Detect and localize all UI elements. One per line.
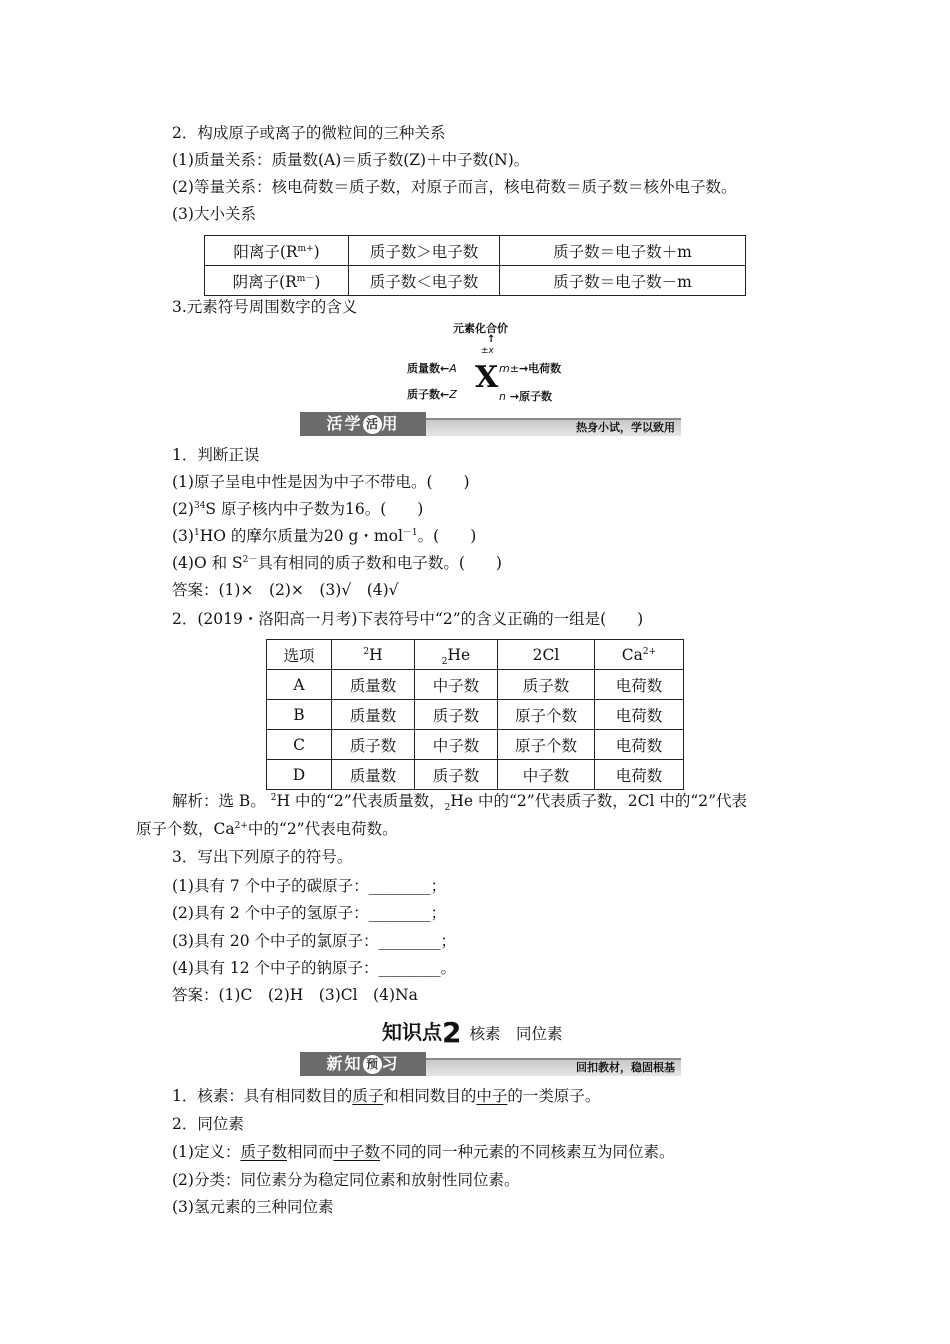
table-header: $^2$H: [332, 640, 415, 670]
q3-item-1: (1)具有 7 个中子的碳原子：________；: [172, 877, 447, 895]
table-header: 2Cl: [498, 640, 595, 670]
table-row: [205, 266, 746, 296]
up-arrow-icon: ↑: [487, 334, 496, 345]
kp-number: 2: [442, 1016, 462, 1049]
valence-label: 元素化合价: [453, 322, 508, 335]
proton-number-row: 质子数←Z: [407, 388, 457, 401]
table-cell: 质量数: [332, 760, 415, 790]
table-row: [267, 730, 684, 760]
q1-answer: 答案：(1)× (2)× (3)√ (4)√: [172, 581, 399, 599]
isotope-title: 2．同位素: [172, 1115, 244, 1133]
kp-label: 知识点: [382, 1020, 442, 1044]
table-cell: B: [267, 700, 332, 730]
table-cell: 电荷数: [595, 760, 684, 790]
table-cell: 质子数: [415, 700, 498, 730]
table-cell: 阴离子$(R^{m-})$: [205, 266, 349, 296]
table-cell: 电荷数: [595, 730, 684, 760]
table-cell: D: [267, 760, 332, 790]
table-cell: C: [267, 730, 332, 760]
q1-item-1: (1)原子呈电中性是因为中子不带电。( ): [172, 473, 470, 491]
q1-item-4: (4)O 和 $S^{2-}$具有相同的质子数和电子数。( ): [172, 554, 502, 572]
q1-item-2: $(2)^{34}S$ 原子核内中子数为16。( ): [172, 500, 424, 518]
q1-title: 1．判断正误: [172, 446, 260, 464]
left-arrow-icon: ←: [440, 362, 450, 375]
element-symbol: X: [475, 360, 499, 395]
table-row: [267, 670, 684, 700]
banner-tag: 热身小试，学以致用: [576, 421, 675, 434]
table-cell: 原子个数: [498, 730, 595, 760]
q3-item-2: (2)具有 2 个中子的氢原子：________；: [172, 904, 447, 922]
element-symbol-diagram: [405, 318, 585, 410]
table-cell: 电荷数: [595, 700, 684, 730]
mass-number-row: 质量数←A: [407, 362, 457, 375]
table-cell: 质量数: [332, 670, 415, 700]
knowledge-point-heading: [382, 1016, 563, 1049]
section-title-symbols: 3.元素符号周围数字的含义: [172, 298, 358, 316]
banner-bar: [426, 418, 681, 436]
q3-item-3: (3)具有 20 个中子的氯原子：________；: [172, 932, 457, 950]
table-row: [267, 760, 684, 790]
q1-item-3: $(3)^1HO$ 的摩尔质量为20 g・mol$^{-1}$。( ): [172, 527, 477, 545]
nuclide-definition: 1．核素：具有相同数目的质子和相同数目的中子的一类原子。: [172, 1087, 601, 1105]
valence-symbol: ±x: [481, 346, 494, 356]
right-arrow-icon: →: [505, 390, 520, 403]
banner-title: 活学 活 用: [300, 412, 426, 436]
q3-title: 3．写出下列原子的符号。: [172, 848, 353, 866]
banner-tag: 回扣教材，稳固根基: [576, 1061, 675, 1074]
table-cell: 质子数＝电子数＋m: [500, 236, 746, 266]
table-cell: 质子数: [332, 730, 415, 760]
hydrogen-isotopes-title: (3)氢元素的三种同位素: [172, 1198, 334, 1216]
table-header-row: [267, 640, 684, 670]
q3-item-4: (4)具有 12 个中子的钠原子：________。: [172, 959, 457, 977]
table-cell: 原子个数: [498, 700, 595, 730]
table-cell: 质量数: [332, 700, 415, 730]
q3-answer: 答案：(1)C (2)H (3)Cl (4)Na: [172, 986, 418, 1004]
table-header: $_2$He: [415, 640, 498, 670]
preview-banner: [300, 1052, 681, 1076]
table-cell: 质子数＜电子数: [349, 266, 500, 296]
table-cell: 中子数: [415, 670, 498, 700]
ion-relation-table: [204, 235, 746, 296]
table-cell: 电荷数: [595, 670, 684, 700]
table-cell: 阳离子$(R^{m+})$: [205, 236, 349, 266]
symbol-meaning-table: [266, 639, 684, 790]
isotope-classification: (2)分类：同位素分为稳定同位素和放射性同位素。: [172, 1171, 520, 1189]
table-cell: 质子数: [415, 760, 498, 790]
q2-analysis-line-1: 解析：选 B。 $^2$H 中的“2”代表质量数，$_2$He 中的“2”代表质子数，2Cl 中的“2”代表: [172, 792, 748, 814]
table-cell: 质子数＞电子数: [349, 236, 500, 266]
atom-count-row: n →原子数: [499, 390, 553, 403]
size-relation-title: (3)大小关系: [172, 205, 256, 223]
table-cell: 质子数＝电子数－m: [500, 266, 746, 296]
isotope-definition: (1)定义：质子数相同而中子数不同的同一种元素的不同核素互为同位素。: [172, 1143, 675, 1161]
charge-row: m±→电荷数: [499, 362, 562, 375]
table-header: 选项: [267, 640, 332, 670]
q2-analysis-line-2: 原子个数，$Ca^{2+}$中的“2”代表电荷数。: [136, 820, 398, 838]
table-row: [205, 236, 746, 266]
banner-bar: [426, 1058, 681, 1076]
table-cell: A: [267, 670, 332, 700]
table-header: $Ca^{2+}$: [595, 640, 684, 670]
table-cell: 中子数: [415, 730, 498, 760]
mass-relation: (1)质量关系：质量数(A)＝质子数(Z)＋中子数(N)。: [172, 151, 530, 169]
table-cell: 质子数: [498, 670, 595, 700]
practice-banner: [300, 412, 681, 436]
banner-title: 新知 预 习: [300, 1052, 426, 1076]
left-arrow-icon: ←: [440, 388, 450, 401]
table-cell: 中子数: [498, 760, 595, 790]
kp-subtitle: 核素 同位素: [469, 1025, 563, 1043]
section-title-relations: 2．构成原子或离子的微粒间的三种关系: [172, 124, 446, 142]
equal-relation: (2)等量关系：核电荷数＝质子数，对原子而言，核电荷数＝质子数＝核外电子数。: [172, 178, 737, 196]
table-row: [267, 700, 684, 730]
right-arrow-icon: →: [518, 362, 529, 375]
q2-title: 2．(2019・洛阳高一月考)下表符号中“2”的含义正确的一组是( ): [172, 610, 644, 628]
